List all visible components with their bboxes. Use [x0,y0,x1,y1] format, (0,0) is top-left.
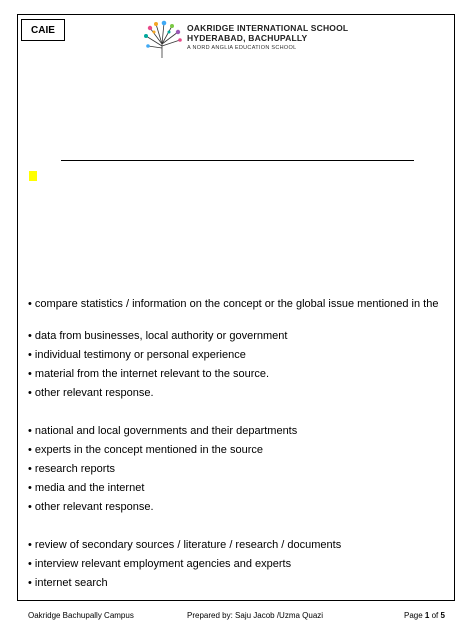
list-item: • experts in the concept mentioned in the source [28,444,263,456]
page-total: 5 [440,611,445,620]
list-item: • individual testimony or personal experience [28,349,246,361]
exam-board-badge: CAIE [21,19,65,41]
footer-page-number [404,611,445,620]
list-item: • other relevant response. [28,387,154,399]
list-item: • interview relevant employment agencies and experts [28,558,292,570]
list-item: • media and the internet [28,482,145,494]
logo-tree-icon [140,20,184,60]
list-item: • review of secondary sources / literature / research / documents [28,539,342,551]
page-of: of [429,611,441,620]
list-item: • national and local governments and their departments [28,425,298,437]
school-name [187,23,348,43]
school-logo [140,20,350,60]
list-item: • compare statistics / information on the concept or the global issue mentioned in the [28,298,439,310]
list-item: • data from businesses, local authority or government [28,330,288,342]
list-item: • research reports [28,463,115,475]
list-item: • material from the internet relevant to the source. [28,368,270,380]
school-name-line1: OAKRIDGE INTERNATIONAL SCHOOL [187,23,349,33]
title-rule [61,160,414,161]
highlight-marker [29,171,37,181]
school-tagline: A NORD ANGLIA EDUCATION SCHOOL [187,45,297,51]
list-item: • other relevant response. [28,501,154,513]
page-current: 1 [424,611,430,620]
page-prefix: Page [404,611,425,620]
footer-prepared-by: Prepared by: Saju Jacob /Uzma Quazi [187,611,324,620]
school-name-line2: HYDERABAD, BACHUPALLY [187,33,308,43]
footer-campus: Oakridge Bachupally Campus [28,611,134,620]
list-item: • internet search [28,577,108,589]
